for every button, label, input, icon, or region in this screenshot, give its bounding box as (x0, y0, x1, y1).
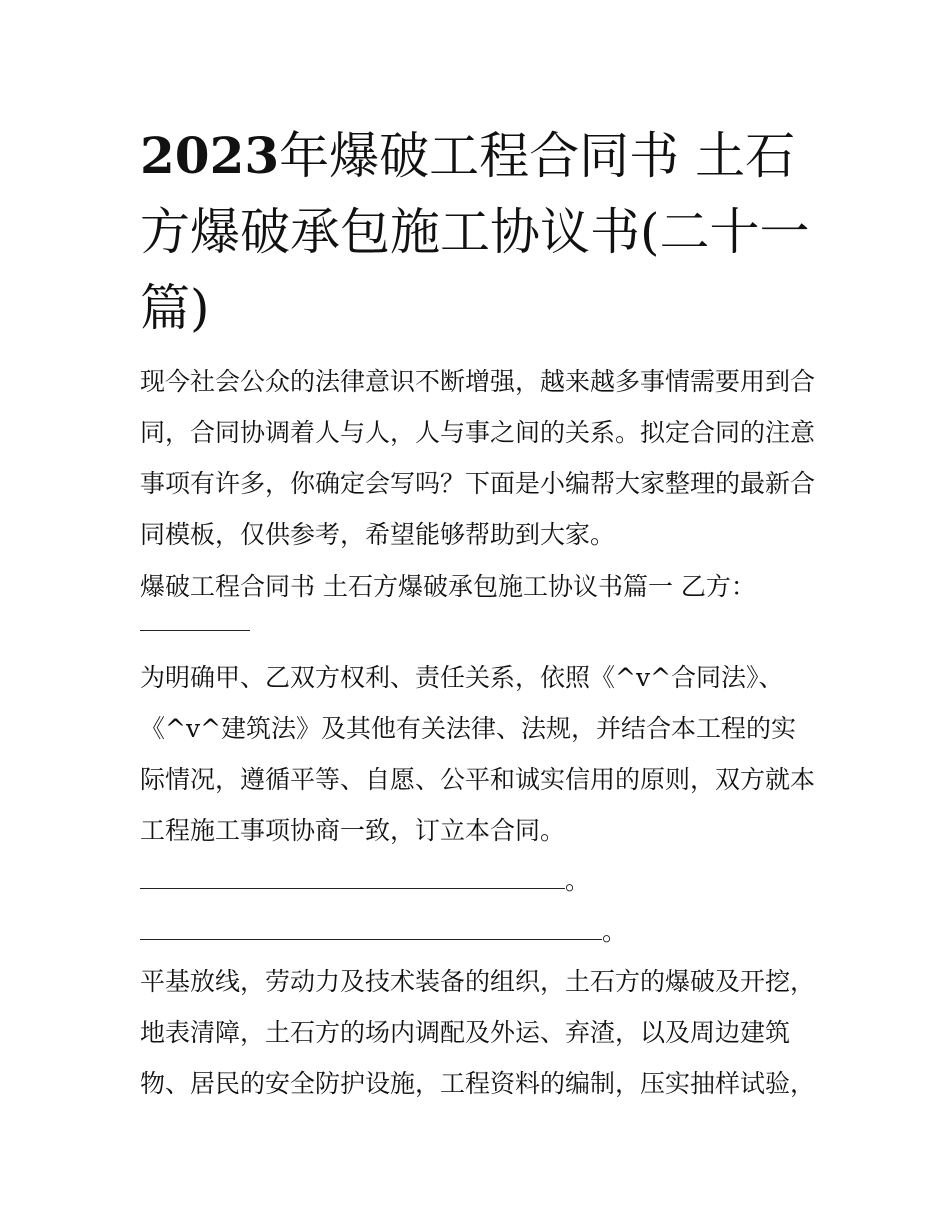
blank-rule-2 (140, 939, 602, 940)
fill-in-blank-line-2 (140, 917, 627, 947)
fill-in-blank-party-b (140, 630, 250, 631)
blank-line-1-end: 。 (565, 866, 591, 895)
title-text: 年爆破工程合同书 土石方爆破承包施工协议书(二十一篇) (140, 127, 810, 337)
title-year: 2023 (140, 126, 280, 185)
blank-line-2-end: 。 (602, 917, 628, 946)
section-heading: 爆破工程合同书 土石方爆破承包施工协议书篇一 乙方： (140, 572, 756, 601)
scope-paragraph: 平基放线，劳动力及技术装备的组织，土石方的爆破及开挖，地表清障，土石方的场内调配及外运、弃渣，以及周边建筑物、居民的安全防护设施，工程资料的编制，压实抽样试验， (140, 967, 816, 1098)
blank-rule-1 (140, 888, 565, 889)
document-title (140, 118, 820, 346)
intro-paragraph: 现今社会公众的法律意识不断增强，越来越多事情需要用到合同，合同协调着人与人，人与事之间的关系。拟定合同的注意事项有许多，你确定会写吗？下面是小编帮大家整理的最新合同模板，仅供参考，希望能够帮助到大家。 (140, 367, 816, 549)
fill-in-blank-line-1 (140, 866, 590, 896)
basis-paragraph: 为明确甲、乙双方权利、责任关系，依照《^v^合同法》、《^v^建筑法》及其他有关法律、法规，并结合本工程的实际情况，遵循平等、自愿、公平和诚实信用的原则，双方就本工程施工事项协商一致，订立本合同。 (140, 663, 816, 845)
